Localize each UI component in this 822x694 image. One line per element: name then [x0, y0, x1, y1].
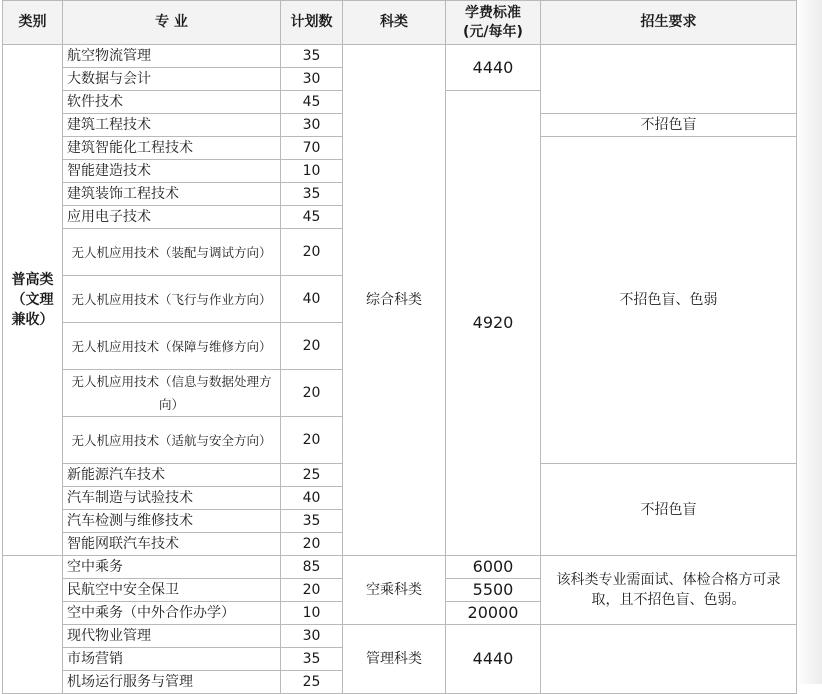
- fee-cell-flight-3: 20000: [446, 602, 541, 625]
- fee-cell-flight-1: 6000: [446, 556, 541, 579]
- major-cell: 空中乘务: [63, 556, 281, 579]
- requirement-cell-empty-top: [541, 45, 797, 114]
- table-row: [3, 625, 797, 648]
- requirement-cell-empty-bottom: [541, 625, 797, 694]
- major-cell: 新能源汽车技术: [63, 464, 281, 487]
- plan-cell: 25: [281, 464, 343, 487]
- plan-cell: 30: [281, 114, 343, 137]
- header-major: 专 业: [63, 1, 281, 45]
- fee-cell-management: 4440: [446, 625, 541, 694]
- plan-cell: 30: [281, 68, 343, 91]
- major-cell: 无人机应用技术（装配与调试方向）: [63, 229, 281, 276]
- major-cell: 机场运行服务与管理: [63, 671, 281, 694]
- header-fee-line2: (元/每年): [463, 23, 523, 40]
- requirement-cell-no-color-blind-weak: 不招色盲、色弱: [541, 137, 797, 464]
- plan-cell: 20: [281, 323, 343, 370]
- major-cell: 汽车检测与维修技术: [63, 510, 281, 533]
- major-cell: 智能网联汽车技术: [63, 533, 281, 556]
- major-cell: 汽车制造与试验技术: [63, 487, 281, 510]
- category-cell: 普高类（文理兼收）: [3, 45, 63, 556]
- plan-cell: 70: [281, 137, 343, 160]
- enrollment-plan-table: [2, 0, 797, 694]
- major-cell: 无人机应用技术（保障与维修方向）: [63, 323, 281, 370]
- major-cell: 大数据与会计: [63, 68, 281, 91]
- major-cell: 现代物业管理: [63, 625, 281, 648]
- major-cell: 空中乘务（中外合作办学）: [63, 602, 281, 625]
- plan-cell: 10: [281, 160, 343, 183]
- header-plan: 计划数: [281, 1, 343, 45]
- plan-cell: 20: [281, 579, 343, 602]
- major-cell: 建筑工程技术: [63, 114, 281, 137]
- major-cell: 智能建造技术: [63, 160, 281, 183]
- major-cell: 民航空中安全保卫: [63, 579, 281, 602]
- major-cell: 无人机应用技术（飞行与作业方向）: [63, 276, 281, 323]
- plan-cell: 25: [281, 671, 343, 694]
- category-cell-empty: [3, 556, 63, 694]
- header-category: 类别: [3, 1, 63, 45]
- plan-cell: 35: [281, 510, 343, 533]
- major-cell: 建筑装饰工程技术: [63, 183, 281, 206]
- fee-cell-general-a: 4440: [446, 45, 541, 91]
- major-cell: 市场营销: [63, 648, 281, 671]
- major-cell: 无人机应用技术（适航与安全方向）: [63, 417, 281, 464]
- subject-cell-general: 综合科类: [343, 45, 446, 556]
- plan-cell: 30: [281, 625, 343, 648]
- subject-cell-management: 管理科类: [343, 625, 446, 694]
- header-subject: 科类: [343, 1, 446, 45]
- major-cell: 无人机应用技术（信息与数据处理方向）: [63, 370, 281, 417]
- major-cell: 建筑智能化工程技术: [63, 137, 281, 160]
- plan-cell: 85: [281, 556, 343, 579]
- plan-cell: 35: [281, 45, 343, 68]
- requirement-cell-no-color-blind-auto: 不招色盲: [541, 464, 797, 556]
- requirement-cell-no-color-blind: 不招色盲: [541, 114, 797, 137]
- plan-cell: 45: [281, 206, 343, 229]
- plan-cell: 35: [281, 183, 343, 206]
- plan-cell: 40: [281, 276, 343, 323]
- major-cell: 航空物流管理: [63, 45, 281, 68]
- plan-cell: 20: [281, 370, 343, 417]
- plan-cell: 45: [281, 91, 343, 114]
- fee-cell-general-b: 4920: [446, 91, 541, 556]
- plan-cell: 20: [281, 229, 343, 276]
- plan-cell: 35: [281, 648, 343, 671]
- major-cell: 软件技术: [63, 91, 281, 114]
- requirement-cell-flight: 该科类专业需面试、体检合格方可录取，且不招色盲、色弱。: [541, 556, 797, 625]
- major-cell: 应用电子技术: [63, 206, 281, 229]
- plan-cell: 40: [281, 487, 343, 510]
- table-header-row: [3, 1, 797, 45]
- subject-cell-flight: 空乘科类: [343, 556, 446, 625]
- header-requirement: 招生要求: [541, 1, 797, 45]
- plan-cell: 10: [281, 602, 343, 625]
- plan-cell: 20: [281, 417, 343, 464]
- header-fee: [446, 1, 541, 45]
- fee-cell-flight-2: 5500: [446, 579, 541, 602]
- table-row: [3, 45, 797, 68]
- page-edge-shadow: [796, 0, 822, 684]
- table-row: [3, 556, 797, 579]
- plan-cell: 20: [281, 533, 343, 556]
- header-fee-line1: 学费标准: [465, 4, 521, 21]
